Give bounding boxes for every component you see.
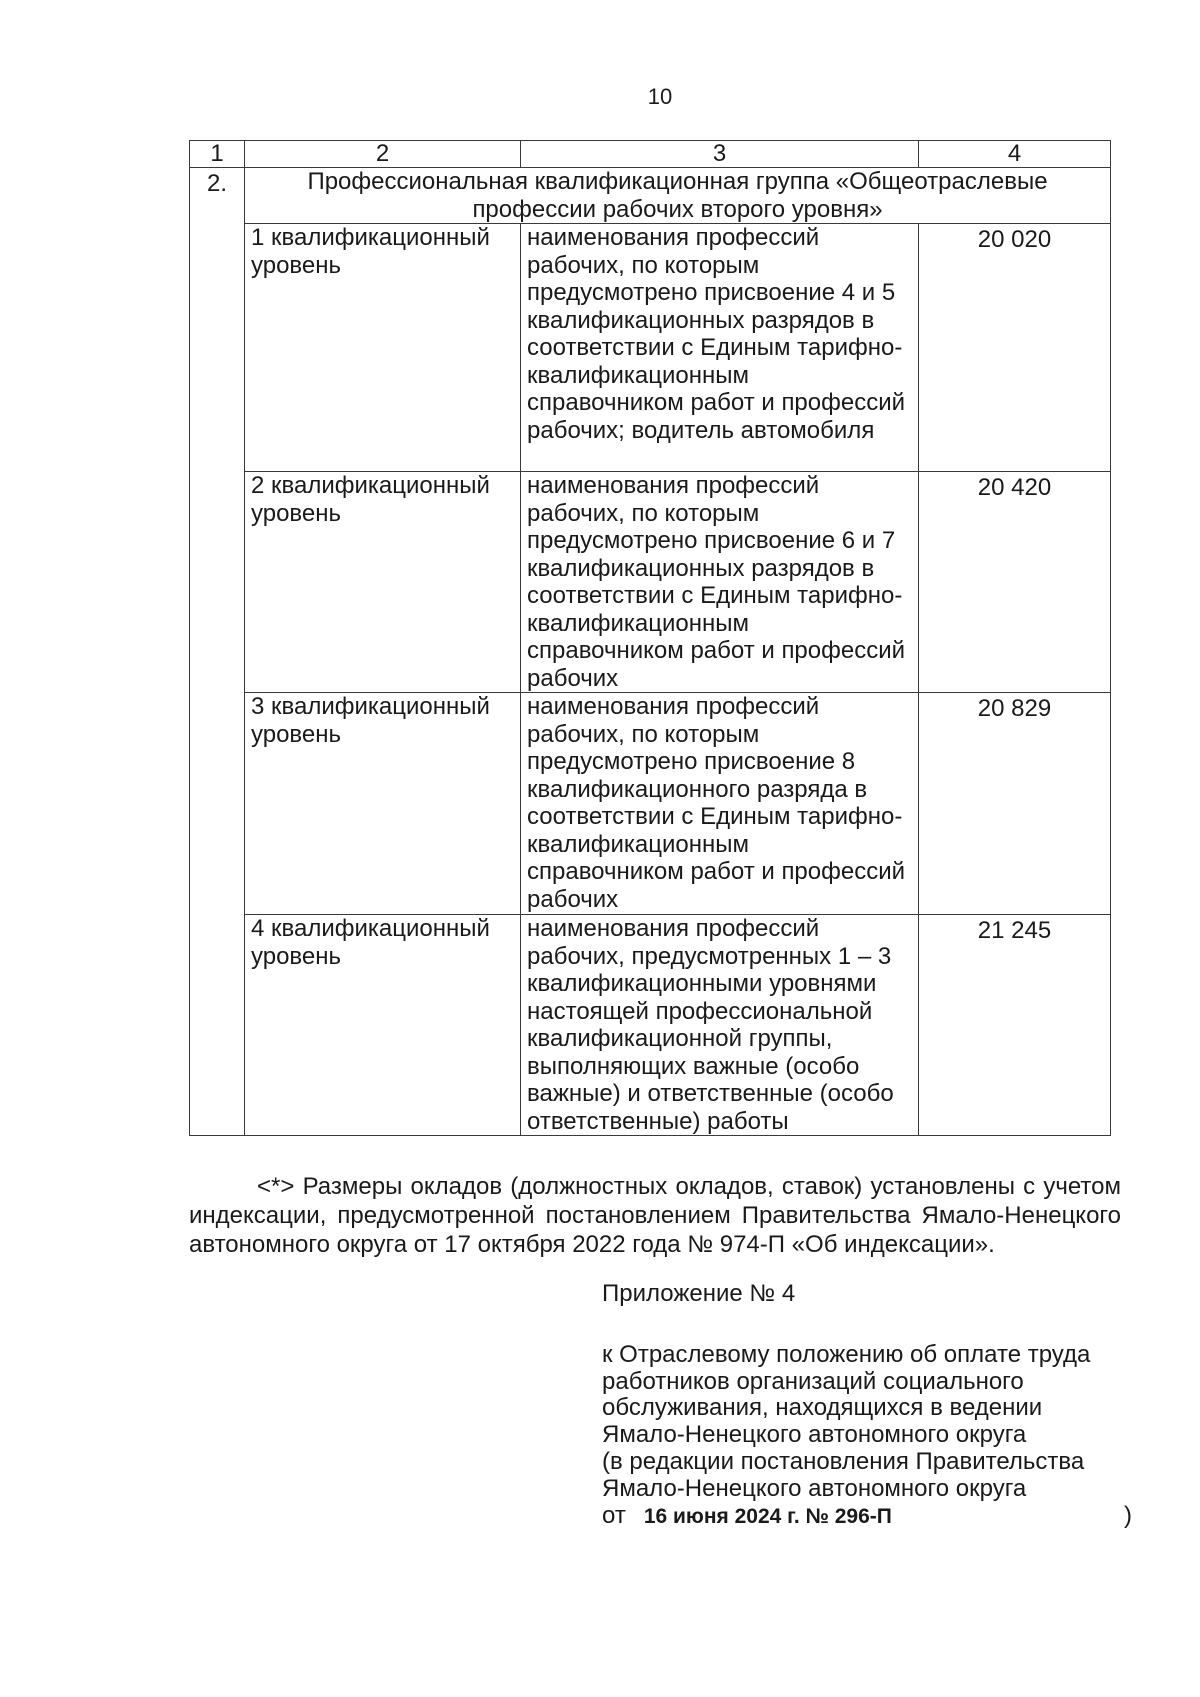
closing-parenthesis: ) [1124,1501,1132,1529]
appendix-line: (в редакции постановления Правительства [602,1447,1085,1475]
group-header-row [190,168,1111,224]
appendix-block [602,1281,1132,1530]
appendix-title: Приложение № 4 [602,1280,796,1307]
profession-description: наименования профессий рабочих, по которым предусмотрено присвоение 4 и 5 квалификационных разрядов в соответствии с Единым тарифно-квалификационным справочником работ и профессий рабочих; водитель автомобиля [521,224,919,472]
profession-description: наименования профессий рабочих, по которым предусмотрено присвоение 6 и 7 квалификационных разрядов в соответствии с Единым тарифно-квалификационным справочником работ и профессий рабочих [521,472,919,693]
date-prefix: от [602,1501,626,1529]
group-title: Профессиональная квалификационная группа «Общеотраслевые профессии рабочих второго уровня» [245,168,1111,224]
salary-value: 20 020 [919,224,1111,472]
salary-value: 21 245 [919,915,1111,1136]
profession-description: наименования профессий рабочих, предусмотренных 1 – 3 квалификационными уровнями настоящей профессиональной квалификационной группы, выполняющих важные (особо важные) и ответственные (особо ответственные) работы [521,915,919,1136]
qualification-level: 1 квалификационный уровень [245,224,521,472]
appendix-line: обслуживания, находящихся в ведении [602,1394,1043,1422]
footnote: <*> Размеры окладов (должностных окладов, ставок) установлены с учетом индексации, предусмотренной постановлением Правительства Ямало-Ненецкого автономного округа от 17 октября 2022 года № 974-П «Об индексации». [189,1173,1121,1258]
appendix-date-line [602,1503,1132,1531]
table-row [190,224,1111,472]
appendix-line: Ямало-Ненецкого автономного округа [602,1421,1027,1449]
resolution-date: 16 июня 2024 г. № 296-П [643,1504,892,1528]
salary-value: 20 829 [919,693,1111,915]
table-row [190,472,1111,693]
column-number: 3 [521,141,919,168]
column-number: 4 [919,141,1111,168]
table-row [190,915,1111,1136]
appendix-line: Ямало-Ненецкого автономного округа [602,1474,1027,1502]
qualification-level: 2 квалификационный уровень [245,472,521,693]
qualification-level: 4 квалификационный уровень [245,915,521,1136]
salary-value: 20 420 [919,472,1111,693]
appendix-line: к Отраслевому положению об оплате труда [602,1340,1091,1368]
profession-description: наименования профессий рабочих, по которым предусмотрено присвоение 8 квалификационного разряда в соответствии с Единым тарифно-квалификационным справочником работ и профессий рабочих [521,693,919,915]
column-number: 1 [190,141,245,168]
appendix-line: работников организаций социального [602,1367,1024,1395]
qualification-level: 3 квалификационный уровень [245,693,521,915]
column-number: 2 [245,141,521,168]
page-number: 10 [647,84,673,109]
group-number: 2. [190,168,245,1136]
column-number-row [190,141,1111,168]
table-row [190,693,1111,915]
salary-table [189,140,1111,1136]
